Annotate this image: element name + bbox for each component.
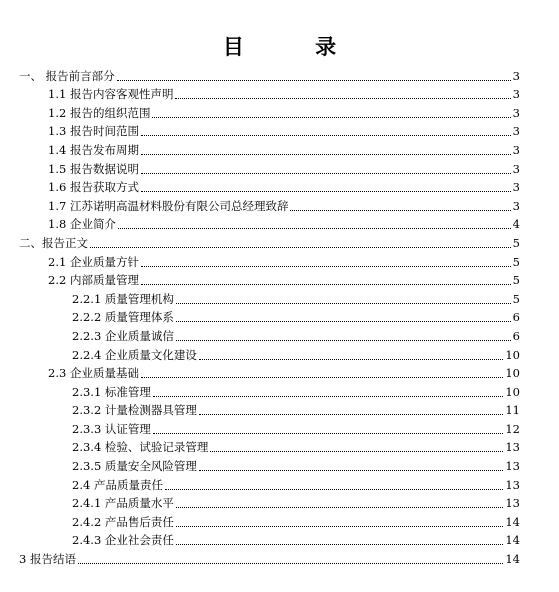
- toc-entry[interactable]: [0, 194, 559, 213]
- toc-entry-text: 2.2.2 质量管理体系: [72, 310, 174, 325]
- dot-leader: [141, 153, 511, 155]
- toc-entry[interactable]: [0, 380, 559, 399]
- toc-entry-page-number: 3: [512, 142, 520, 157]
- toc-entry[interactable]: [0, 120, 559, 139]
- toc-entry-page-number: 6: [512, 328, 520, 343]
- dot-leader: [141, 283, 511, 285]
- toc-entry[interactable]: [0, 547, 559, 566]
- toc-entry-page-number: 3: [512, 124, 520, 139]
- toc-entry-text: 2.4.2 产品售后责任: [72, 514, 174, 529]
- toc-entry-text: 2.1 企业质量方针: [48, 254, 139, 269]
- toc-entry-text: 2.3.1 标准管理: [72, 384, 151, 399]
- toc-entry-text: 3 报告结语: [19, 552, 76, 567]
- toc-entry[interactable]: [0, 529, 559, 548]
- toc-entry-page-number: 3: [512, 180, 520, 195]
- toc-entry-page-number: 3: [512, 68, 520, 83]
- toc-entry-page-number: 5: [512, 254, 520, 269]
- dot-leader: [176, 525, 503, 527]
- toc-entry-text: 1.8 企业简介: [48, 217, 116, 232]
- toc-entry-page-number: 11: [505, 403, 520, 418]
- toc-entry-page-number: 14: [505, 533, 520, 548]
- toc-entry[interactable]: [0, 269, 559, 288]
- dot-leader: [290, 209, 510, 211]
- dot-leader: [141, 134, 511, 136]
- toc-entry[interactable]: [0, 324, 559, 343]
- toc-entry[interactable]: [0, 64, 559, 83]
- toc-entry[interactable]: [0, 399, 559, 418]
- toc-entry-text: 2.3.5 质量安全风险管理: [72, 459, 197, 474]
- toc-entry-text: 1.6 报告获取方式: [48, 180, 139, 195]
- toc-entry[interactable]: [0, 510, 559, 529]
- toc-entry[interactable]: [0, 83, 559, 102]
- toc-entry-page-number: 5: [512, 273, 520, 288]
- toc-entry-text: 2.2.3 企业质量诚信: [72, 328, 174, 343]
- toc-entry-page-number: 6: [512, 310, 520, 325]
- toc-entry-text: 1.3 报告时间范围: [48, 124, 139, 139]
- toc-entry-text: 2.4.1 产品质量水平: [72, 496, 174, 511]
- toc-entry-page-number: 13: [505, 477, 520, 492]
- toc-entry[interactable]: [0, 473, 559, 492]
- dot-leader: [176, 506, 503, 508]
- toc-entry-text: 1.5 报告数据说明: [48, 161, 139, 176]
- toc-title: 目 录: [222, 35, 369, 59]
- toc-entry-page-number: 4: [512, 217, 520, 232]
- dot-leader: [117, 79, 511, 81]
- toc-entry-page-number: 10: [505, 384, 520, 399]
- dot-leader: [176, 339, 511, 341]
- toc-entry[interactable]: [0, 101, 559, 120]
- dot-leader: [118, 227, 511, 229]
- dot-leader: [90, 246, 511, 248]
- dot-leader: [165, 488, 503, 490]
- toc-entry[interactable]: [0, 343, 559, 362]
- toc-entry-page-number: 3: [512, 198, 520, 213]
- dot-leader: [153, 432, 503, 434]
- toc-entry[interactable]: [0, 492, 559, 511]
- toc-entry-text: 2.4.3 企业社会责任: [72, 533, 174, 548]
- dot-leader: [78, 562, 503, 564]
- toc-list: [0, 64, 559, 566]
- toc-entry-text: 1.4 报告发布周期: [48, 142, 139, 157]
- dot-leader: [199, 413, 503, 415]
- toc-entry-page-number: 3: [512, 161, 520, 176]
- dot-leader: [199, 358, 503, 360]
- toc-entry[interactable]: [0, 138, 559, 157]
- toc-entry-page-number: 13: [505, 459, 520, 474]
- toc-entry-text: 1.7 江苏诺明高温材料股份有限公司总经理致辞: [48, 198, 289, 213]
- toc-entry-text: 1.1 报告内容客观性声明: [48, 87, 174, 102]
- dot-leader: [141, 190, 511, 192]
- toc-entry[interactable]: [0, 454, 559, 473]
- toc-entry-text: 2.3.4 检验、试验记录管理: [72, 440, 209, 455]
- toc-entry[interactable]: [0, 362, 559, 381]
- toc-entry-page-number: 3: [512, 87, 520, 102]
- toc-entry-text: 一、 报告前言部分: [19, 68, 115, 83]
- dot-leader: [141, 265, 511, 267]
- dot-leader: [141, 172, 511, 174]
- toc-entry-page-number: 14: [505, 552, 520, 567]
- toc-entry-text: 2.2 内部质量管理: [48, 273, 139, 288]
- dot-leader: [152, 116, 510, 118]
- dot-leader: [199, 469, 503, 471]
- dot-leader: [153, 395, 503, 397]
- dot-leader: [210, 450, 503, 452]
- dot-leader: [175, 97, 510, 99]
- toc-entry-page-number: 5: [512, 291, 520, 306]
- toc-entry-page-number: 12: [505, 421, 520, 436]
- toc-entry[interactable]: [0, 176, 559, 195]
- toc-entry-page-number: 13: [505, 496, 520, 511]
- toc-entry[interactable]: [0, 306, 559, 325]
- toc-entry[interactable]: [0, 417, 559, 436]
- toc-entry[interactable]: [0, 157, 559, 176]
- toc-entry-text: 二、报告正文: [19, 235, 88, 250]
- dot-leader: [141, 376, 503, 378]
- dot-leader: [176, 302, 511, 304]
- toc-entry[interactable]: [0, 250, 559, 269]
- toc-entry-page-number: 10: [505, 366, 520, 381]
- toc-entry-page-number: 14: [505, 514, 520, 529]
- toc-entry[interactable]: [0, 231, 559, 250]
- toc-entry-text: 2.2.4 企业质量文化建设: [72, 347, 197, 362]
- toc-entry-page-number: 13: [505, 440, 520, 455]
- toc-entry[interactable]: [0, 213, 559, 232]
- toc-entry-page-number: 3: [512, 105, 520, 120]
- toc-entry-text: 2.3.3 认证管理: [72, 421, 151, 436]
- toc-entry[interactable]: [0, 287, 559, 306]
- toc-entry-text: 2.2.1 质量管理机构: [72, 291, 174, 306]
- toc-entry-text: 2.3.2 计量检测器具管理: [72, 403, 197, 418]
- toc-entry-text: 1.2 报告的组织范围: [48, 105, 151, 120]
- dot-leader: [176, 543, 503, 545]
- toc-entry-text: 2.3 企业质量基础: [48, 366, 139, 381]
- dot-leader: [176, 320, 511, 322]
- toc-entry-page-number: 5: [512, 235, 520, 250]
- toc-entry-text: 2.4 产品质量责任: [72, 477, 163, 492]
- toc-entry-page-number: 10: [505, 347, 520, 362]
- toc-entry[interactable]: [0, 436, 559, 455]
